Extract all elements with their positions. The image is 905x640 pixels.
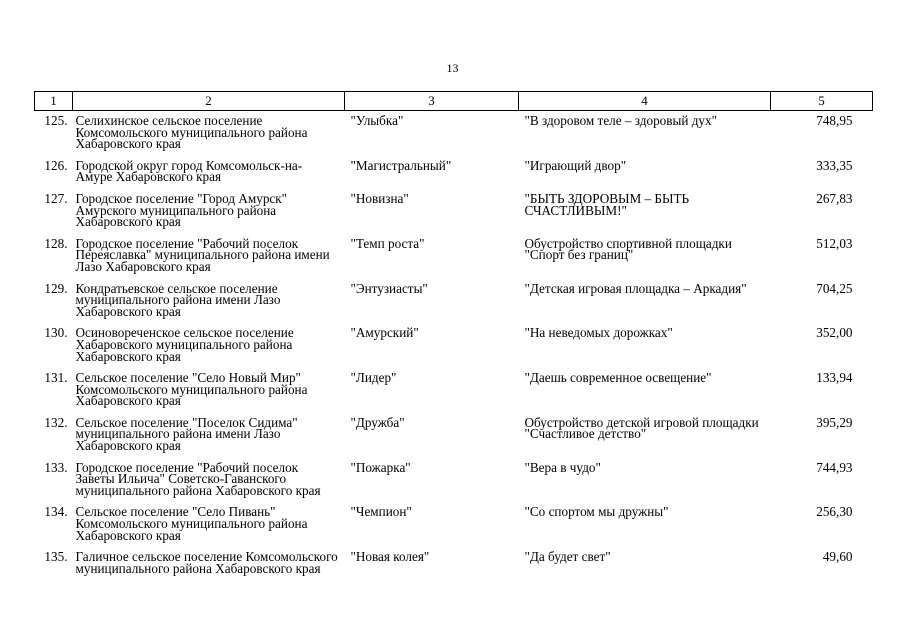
row-number: 131. [44,370,68,386]
municipality-name: Галичное сельское поселение Комсомольского муниципального района Хабаровского края [75,549,338,576]
project-name: "Вера в чудо" [524,459,601,475]
project-name: "Да будет свет" [524,549,611,565]
amount: 748,95 [816,113,853,128]
team-name: "Темп роста" [350,235,425,251]
row-number: 133. [44,459,68,475]
team-name: "Новая колея" [350,549,430,565]
column-header-1: 1 [35,92,73,111]
municipality-name: Селихинское сельское поселение Комсомольского муниципального района Хабаровского края [75,113,308,152]
project-name: "Со спортом мы дружны" [524,504,669,520]
municipality-name: Сельское поселение "Село Новый Мир" Комсомольского муниципального района Хабаровского края [75,370,308,409]
project-name: "Детская игровая площадка – Аркадия" [524,280,747,296]
amount: 704,25 [816,280,853,296]
project-name: Обустройство спортивной площадки "Спорт без границ" [524,235,732,263]
column-header-2: 2 [73,92,345,111]
row-number: 126. [44,157,68,173]
municipality-name: Сельское поселение "Поселок Сидима" муниципального района имени Лазо Хабаровского края [75,414,298,454]
team-name: "Энтузиасты" [350,280,428,296]
table-row [35,189,873,234]
municipality-name: Городское поселение "Город Амурск" Амурского муниципального района Хабаровского края [75,190,288,230]
team-name: "Пожарка" [350,459,411,475]
amount: 395,29 [816,414,853,430]
amount: 133,94 [816,370,853,386]
amount: 267,83 [816,190,853,206]
team-name: "Улыбка" [350,113,404,128]
municipality-name: Кондратьевское сельское поселение муниципального района имени Лазо Хабаровского края [75,280,281,319]
row-number: 135. [44,549,68,565]
amount: 352,00 [816,325,853,341]
table-row [35,547,873,580]
table-row [35,156,873,189]
table-row [35,458,873,503]
row-number: 132. [44,414,68,430]
row-number: 129. [44,280,68,296]
project-name: "В здоровом теле – здоровый дух" [524,113,717,128]
project-name: "БЫТЬ ЗДОРОВЫМ – БЫТЬ СЧАСТЛИВЫМ!" [524,190,690,218]
municipality-name: Городское поселение "Рабочий поселок Переяславка" муниципального района имени Лазо Хабаровского края [75,235,330,274]
amount: 744,93 [816,459,853,475]
project-name: "Играющий двор" [524,157,627,173]
page-number: 13 [446,61,459,75]
data-table [34,91,873,580]
team-name: "Чемпион" [350,504,412,520]
amount: 49,60 [822,549,853,565]
column-header-5: 5 [771,92,873,111]
column-header-4: 4 [519,92,771,111]
row-number: 128. [44,235,68,251]
team-name: "Лидер" [350,370,397,386]
project-name: "Даешь современное освещение" [524,370,712,386]
municipality-name: Городской округ город Комсомольск-на-Амуре Хабаровского края [75,157,303,185]
amount: 333,35 [816,157,853,173]
column-header-3: 3 [345,92,519,111]
table-row [35,234,873,279]
table-row [35,413,873,458]
municipality-name: Городское поселение "Рабочий поселок Заветы Ильича" Советско-Гаванского муниципального района Хабаровского края [75,459,321,498]
table-row [35,279,873,324]
header-row [35,92,873,111]
project-name: "На неведомых дорожках" [524,325,673,341]
row-number: 125. [44,113,68,128]
row-number: 127. [44,190,68,206]
table-row [35,502,873,547]
amount: 256,30 [816,504,853,520]
project-name: Обустройство детской игровой площадки "Счастливое детство" [524,414,759,442]
row-number: 134. [44,504,68,520]
table-row [35,368,873,413]
team-name: "Магистральный" [350,157,452,173]
team-name: "Дружба" [350,414,405,430]
team-name: "Новизна" [350,190,409,206]
municipality-name: Сельское поселение "Село Пивань" Комсомольского муниципального района Хабаровского края [75,504,308,543]
municipality-name: Осиновореченское сельское поселение Хабаровского муниципального района Хабаровского края [75,325,294,364]
table-row [35,111,873,156]
table-row [35,323,873,368]
team-name: "Амурский" [350,325,419,341]
amount: 512,03 [816,235,853,251]
row-number: 130. [44,325,68,341]
